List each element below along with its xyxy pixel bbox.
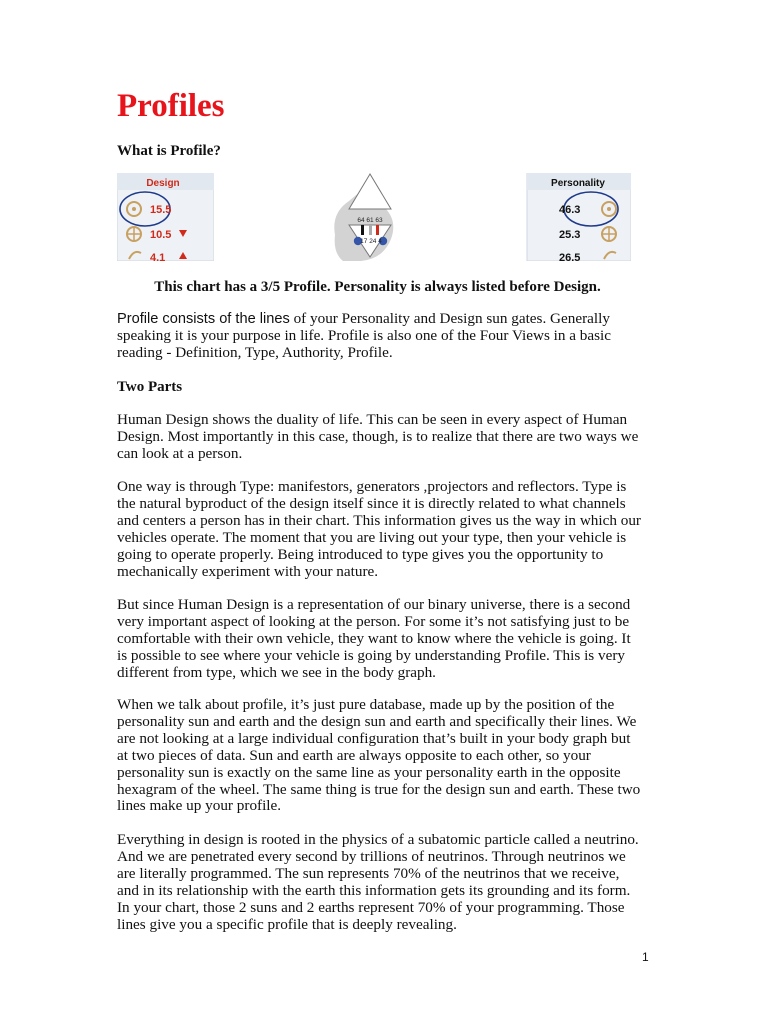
channel-line-red — [376, 225, 379, 235]
design-sun-icon-dot — [132, 207, 136, 211]
figure-caption: This chart has a 3/5 Profile. Personality is always listed before Design. — [154, 279, 601, 295]
paragraph-database: When we talk about profile, it’s just pure database, made up by the position of the personality sun and earth and the design sun and earth and specifically their lines. We are not looking at a large individual configuration that’s built in your body graph but at two pieces of data. Sun and earth are always opposite to each other, so your personality sun is exactly on the same line as your personality earth in the opposite hexagram of the wheel. The same thing is true for the design sun and earth. These two lines make up your profile. — [117, 696, 641, 815]
two-parts-heading: Two Parts — [117, 379, 183, 395]
paragraph-neutrinos: Everything in design is rooted in the physics of a subatomic particle called a neutrino. And we are penetrated every second by trillions of neutrinos. Through neutrinos we are literally programmed. The sun represents 70% of the neutrinos that we receive, and in its relationship with the earth this information gets its grounding and its form. In your chart, those 2 suns and 2 earths represent 70% of your programming. Those lines give you a specific profile that is deeply revealing. — [117, 831, 639, 933]
paragraph-second-aspect: But since Human Design is a representation of our binary universe, there is a second very important aspect of looking at the person. For some it’s not satisfying just to be comfortable with their own vehicle, they want to know where the vehicle is going. It is possible to see where your vehicle is going by understanding Profile. This is very different from type, which we see in the body graph. — [117, 596, 631, 681]
design-gate-3: 4.1 — [150, 252, 166, 261]
personality-sun-icon-dot — [607, 207, 611, 211]
design-gate-1: 15.5 — [150, 204, 172, 216]
personality-gate-2: 25.3 — [559, 229, 581, 241]
page-title: Profiles — [117, 88, 225, 124]
paragraph-lead-sans: Profile consists of the lines — [117, 311, 290, 327]
channel-line-black — [361, 225, 364, 235]
paragraph-duality: Human Design shows the duality of life. This can be seen in every aspect of Human Design. Most importantly in this case, though, is to realize that there are two ways we can look at a person. — [117, 411, 639, 462]
design-header-text: Design — [146, 178, 180, 189]
what-is-profile-heading: What is Profile? — [117, 143, 221, 159]
channel-line-grey — [369, 225, 372, 235]
ajna-gates-label: 17 24 4 — [360, 238, 382, 245]
paragraph-type: One way is through Type: manifestors, generators ,projectors and reflectors. Type is the natural byproduct of the design itself since it is directly related to what channels and centers a person has in their chart. This information gives us the way in which our vehicles operate. The moment that you are living out your type, then your vehicle is going to operate properly. Being introduced to type gives you the opportunity to mechanically experiment with your nature. — [117, 478, 641, 580]
bodygraph-excerpt-image — [117, 173, 631, 261]
personality-gate-3: 26.5 — [559, 252, 581, 261]
page-number: 1 — [642, 950, 649, 964]
personality-gate-1: 46.3 — [559, 204, 581, 216]
paragraph-profile-definition — [117, 311, 643, 362]
profile-chart-figure — [117, 173, 631, 261]
paragraph-lead-rest: of your Personality and Design sun gates. Generally speaking it is your purpose in life. Profile is also one of the Four Views in a basic reading - Definition, Type, Authority, Profile. — [117, 310, 612, 361]
design-gate-2: 10.5 — [150, 229, 172, 241]
personality-header-text: Personality — [551, 178, 605, 189]
head-gates-label: 64 61 63 — [357, 217, 383, 224]
